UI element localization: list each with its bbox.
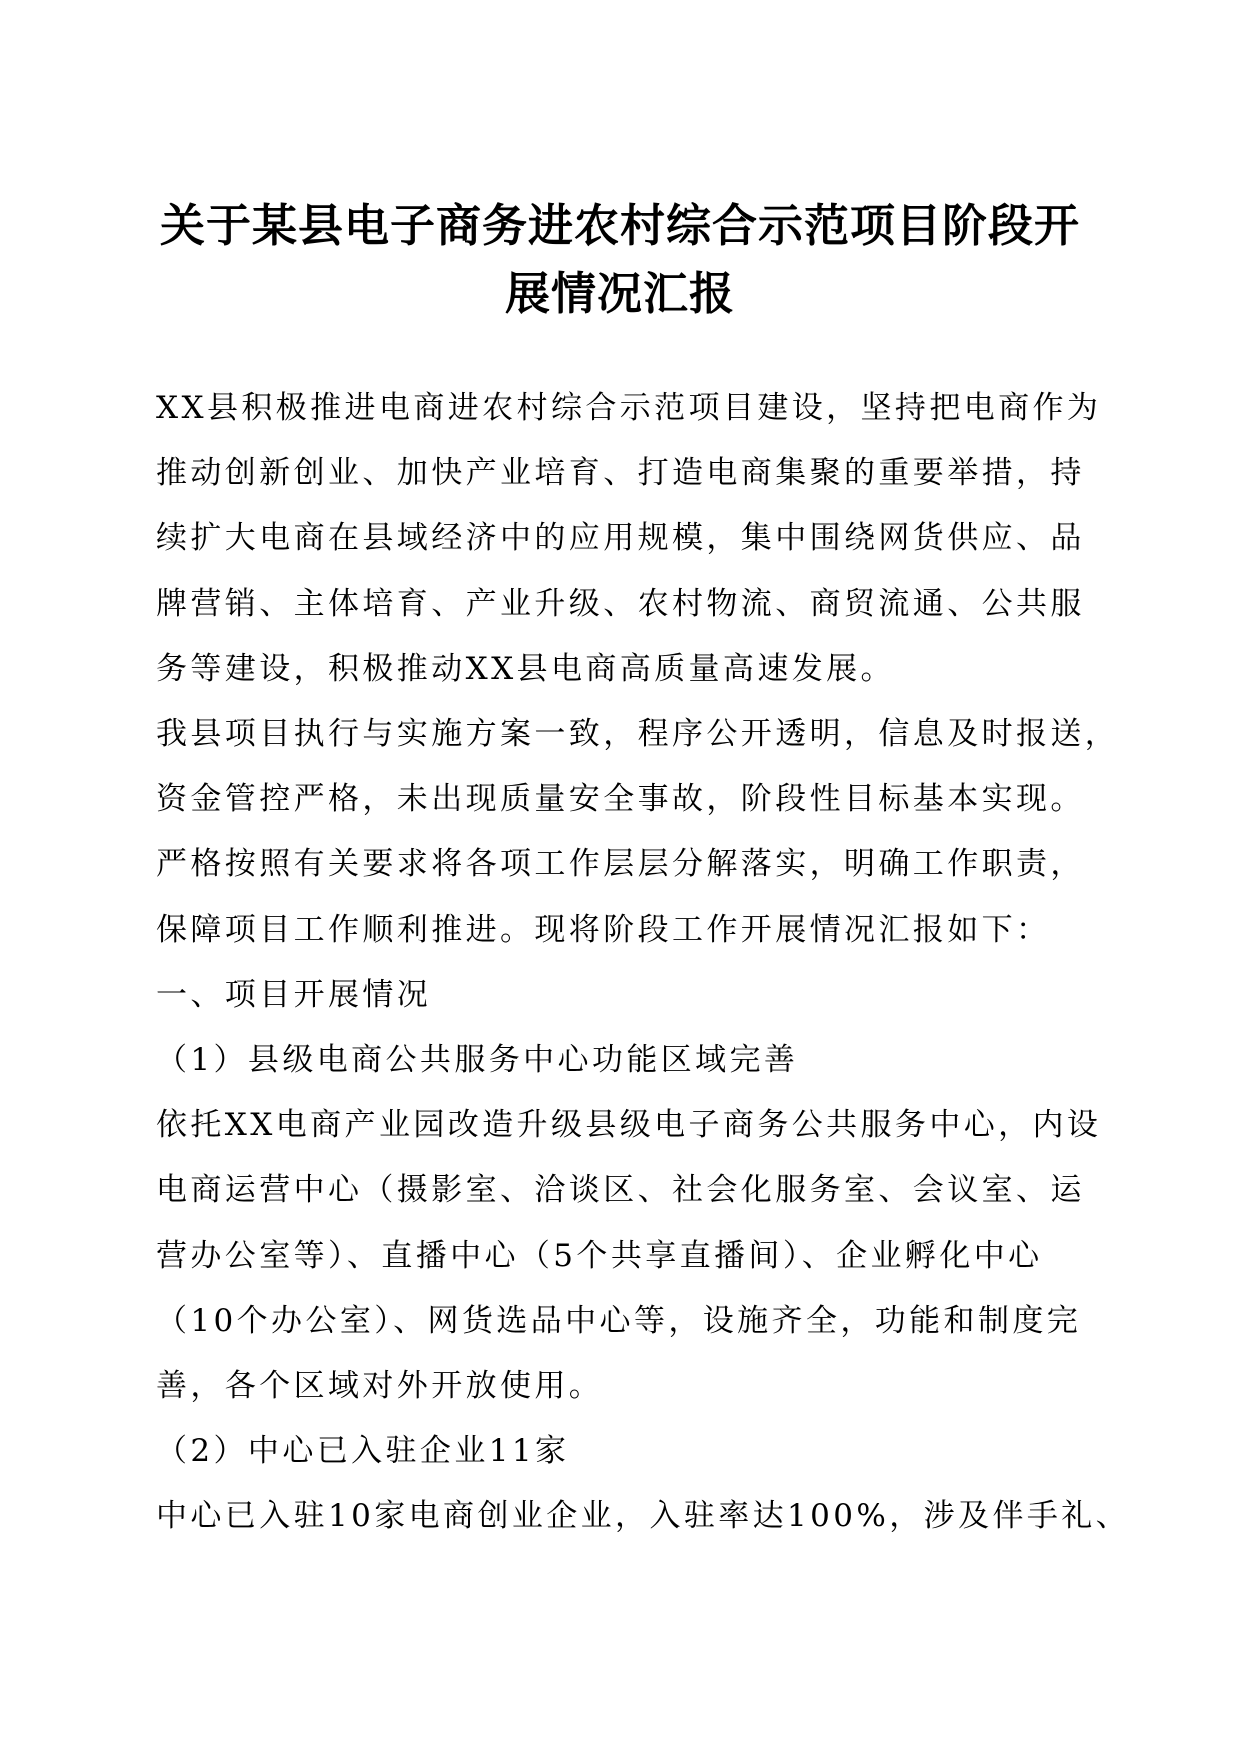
text-line: （10个办公室）、网货选品中心等，设施齐全，功能和制度完 [156, 1302, 1082, 1339]
text-line: （1）县级电商公共服务中心功能区域完善 [156, 1042, 799, 1079]
text-line: 一、项目开展情况 [156, 976, 432, 1013]
title-line: 关于某县电子商务进农村综合示范项目阶段开 [159, 199, 1080, 252]
text-line: 续扩大电商在县域经济中的应用规模，集中围绕网货供应、品 [156, 520, 1085, 557]
subsection-heading-2 [156, 1419, 1086, 1484]
document-body [156, 376, 1131, 1550]
text-line: 推动创新创业、加快产业培育、打造电商集聚的重要举措，持 [156, 455, 1085, 492]
paragraph-enterprises [156, 1484, 1131, 1549]
text-line: 我县项目执行与实施方案一致，程序公开透明，信息及时报送， [156, 716, 1120, 753]
text-line: 善，各个区域对外开放使用。 [156, 1368, 604, 1405]
paragraph-service-center [156, 1093, 1102, 1419]
paragraph-intro [156, 376, 1102, 702]
text-line: 保障项目工作顺利推进。现将阶段工作开展情况汇报如下： [156, 911, 1051, 948]
text-line: 牌营销、主体培育、产业升级、农村物流、商贸流通、公共服 [156, 585, 1085, 622]
subsection-heading-1 [156, 1028, 1086, 1093]
document-title [150, 192, 1090, 328]
text-line: 营办公室等）、直播中心（5个共享直播间）、企业孵化中心 [156, 1237, 1043, 1274]
text-line: （2）中心已入驻企业11家 [156, 1433, 570, 1470]
text-line: 中心已入驻10家电商创业企业，入驻率达100%，涉及伴手礼、 [156, 1498, 1131, 1535]
section-heading [156, 963, 1086, 1028]
paragraph-execution [156, 702, 1120, 963]
text-line: 资金管控严格，未出现质量安全事故，阶段性目标基本实现。 [156, 781, 1085, 818]
text-line: XX县积极推进电商进农村综合示范项目建设，坚持把电商作为 [156, 390, 1102, 426]
text-line: 严格按照有关要求将各项工作层层分解落实，明确工作职责， [156, 846, 1085, 883]
text-line: 依托XX电商产业园改造升级县级电子商务公共服务中心，内设 [156, 1107, 1102, 1144]
title-line: 展情况汇报 [504, 267, 735, 320]
text-line: 务等建设，积极推动XX县电商高质量高速发展。 [156, 650, 895, 687]
text-line: 电商运营中心（摄影室、洽谈区、社会化服务室、会议室、运 [156, 1172, 1085, 1209]
